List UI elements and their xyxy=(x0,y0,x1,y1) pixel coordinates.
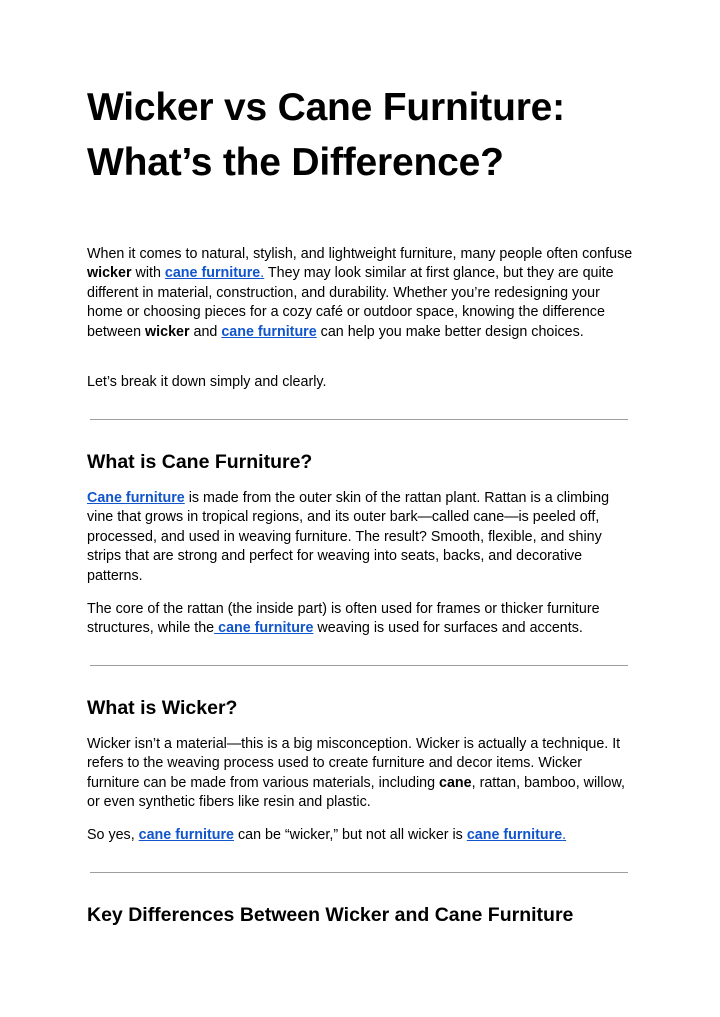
link-period: . xyxy=(260,265,265,282)
section-heading-differences: Key Differences Between Wicker and Cane Furniture xyxy=(87,904,574,926)
cane-furniture-link[interactable]: cane furniture xyxy=(221,323,317,340)
title-line-1: Wicker vs Cane Furniture: xyxy=(87,86,565,129)
cane-furniture-link[interactable]: cane furniture xyxy=(138,827,234,843)
wicker-bold: wicker xyxy=(145,323,190,340)
title-line-2: What’s the Difference? xyxy=(87,141,504,184)
wicker-paragraph-1: Wicker isn’t a material—this is a big misconception. Wicker is actually a technique. It refers to the weaving process used to create furniture and decor items. Wicker furniture can be made from various materials, including cane, rattan, bamboo, willow, or even synthetic fibers like resin and plastic. xyxy=(87,736,625,811)
section-heading-wicker: What is Wicker? xyxy=(87,697,238,719)
cane-furniture-link[interactable]: Cane furniture xyxy=(87,490,185,506)
section-heading-cane: What is Cane Furniture? xyxy=(87,451,313,473)
wicker-paragraph-2: So yes, cane furniture can be “wicker,” but not all wicker is cane furniture. xyxy=(87,827,567,843)
link-period: . xyxy=(562,827,567,843)
divider xyxy=(87,419,635,420)
cane-paragraph-1: Cane furniture is made from the outer skin of the rattan plant. Rattan is a climbing vine that grows in tropical regions, and its outer bark—called cane—is peeled off, processed, and used in weaving furniture. The result? Smooth, flexible, and shiny strips that are strong and perfect for weaving into seats, backs, and decorative patterns. xyxy=(87,490,610,584)
cane-paragraph-2: The core of the rattan (the inside part) is often used for frames or thicker furniture structures, while the cane furniture weaving is used for surfaces and accents. xyxy=(87,601,600,637)
wicker-bold: wicker xyxy=(87,265,132,282)
cane-furniture-link[interactable]: cane furniture xyxy=(214,620,314,637)
cane-furniture-link[interactable]: cane furniture xyxy=(164,265,261,282)
document-content xyxy=(87,80,635,926)
divider xyxy=(87,872,635,873)
divider xyxy=(87,665,635,666)
page-title xyxy=(87,80,635,190)
cane-bold: cane xyxy=(439,774,472,791)
intro-paragraph: When it comes to natural, stylish, and lightweight furniture, many people often confuse wicker with cane furniture. They may look similar at first glance, but they are quite different in material, construction, and durability. Whether you’re redesigning your home or choosing pieces for a cozy café or outdoor space, knowing the difference between wicker and cane furniture can help you make better design choices. xyxy=(87,246,633,340)
intro-summary: Let’s break it down simply and clearly. xyxy=(87,374,327,390)
cane-furniture-link[interactable]: cane furniture xyxy=(466,827,563,843)
